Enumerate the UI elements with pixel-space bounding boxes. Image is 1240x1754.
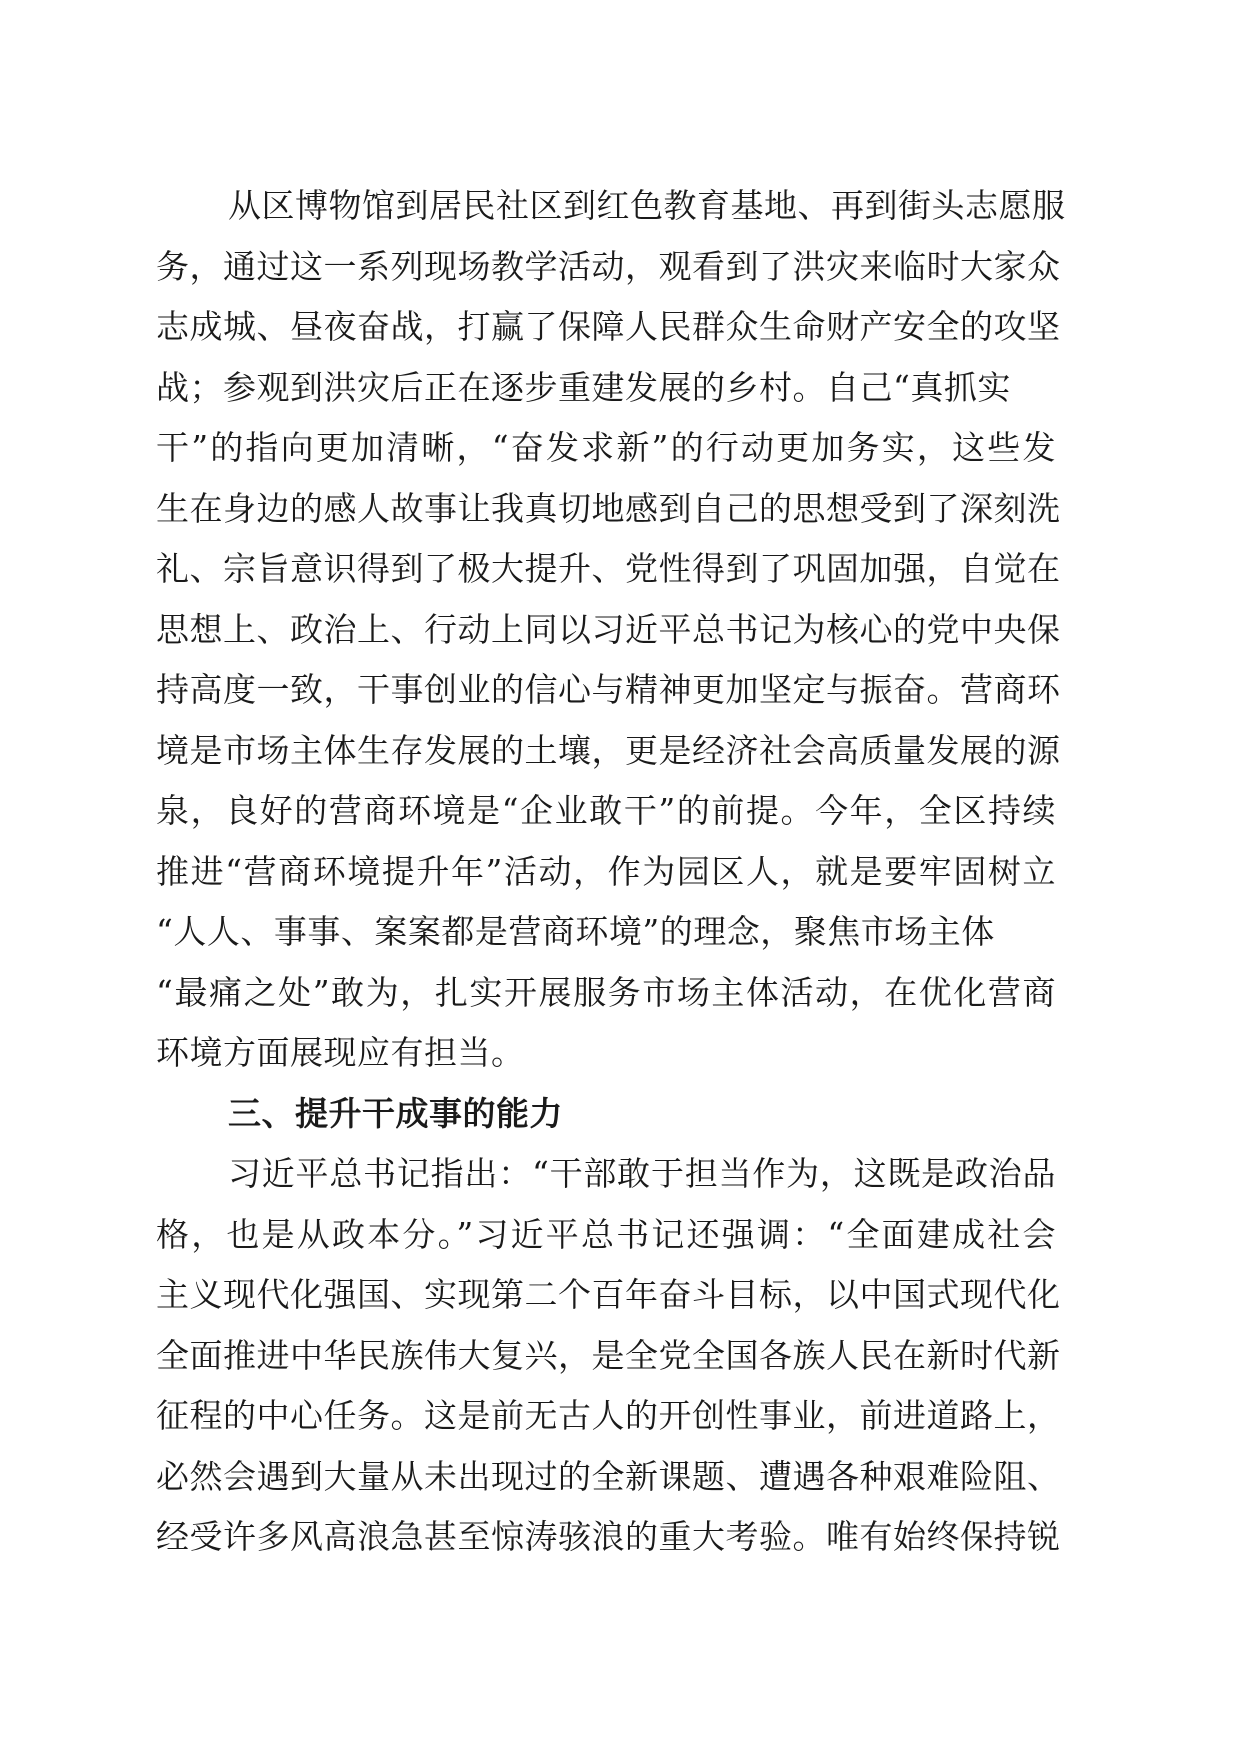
text-line: 经受许多风高浪急甚至惊涛骇浪的重大考验。唯有始终保持锐 bbox=[156, 1517, 1061, 1556]
document-page bbox=[156, 176, 1066, 1568]
text-line: 主义现代化强国、实现第二个百年奋斗目标，以中国式现代化 bbox=[156, 1275, 1061, 1314]
text-line: 全面推进中华民族伟大复兴，是全党全国各族人民在新时代新 bbox=[156, 1335, 1061, 1375]
text-line: 必然会遇到大量从未出现过的全新课题、遭遇各种艰难险阻、 bbox=[156, 1456, 1061, 1496]
text-line: 习近平总书记指出：“干部敢于担当作为，这既是政治品 bbox=[228, 1154, 1056, 1193]
text-line: 干”的指向更加清晰，“奋发求新”的行动更加务实，这些发 bbox=[156, 428, 1056, 467]
text-line: 持高度一致，干事创业的信心与精神更加坚定与振奋。营商环 bbox=[156, 670, 1061, 709]
paragraph-1 bbox=[156, 176, 1066, 1084]
text-line: 礼、宗旨意识得到了极大提升、党性得到了巩固加强，自觉在 bbox=[156, 549, 1061, 588]
text-line: “人人、事事、案案都是营商环境”的理念，聚焦市场主体 bbox=[156, 912, 995, 951]
text-line: 格，也是从政本分。”习近平总书记还强调：“全面建成社会 bbox=[156, 1214, 1056, 1254]
text-line: “最痛之处”敢为，扎实开展服务市场主体活动，在优化营商 bbox=[156, 972, 1056, 1012]
text-line: 思想上、政治上、行动上同以习近平总书记为核心的党中央保 bbox=[156, 609, 1061, 649]
text-line: 从区博物馆到居民社区到红色教育基地、再到街头志愿服 bbox=[228, 186, 1066, 225]
section-heading: 三、提升干成事的能力 bbox=[228, 1093, 563, 1133]
text-line: 推进“营商环境提升年”活动，作为园区人，就是要牢固树立 bbox=[156, 851, 1056, 891]
text-line: 境是市场主体生存发展的土壤，更是经济社会高质量发展的源 bbox=[156, 730, 1061, 770]
text-line: 泉，良好的营商环境是“企业敢干”的前提。今年，全区持续 bbox=[156, 791, 1056, 830]
text-line: 生在身边的感人故事让我真切地感到自己的思想受到了深刻洗 bbox=[156, 488, 1061, 528]
text-line: 战；参观到洪灾后正在逐步重建发展的乡村。自己“真抓实 bbox=[156, 367, 1011, 407]
text-line: 征程的中心任务。这是前无古人的开创性事业，前进道路上， bbox=[156, 1396, 1061, 1435]
paragraph-2 bbox=[156, 1144, 1061, 1568]
text-line: 环境方面展现应有担当。 bbox=[156, 1033, 525, 1072]
text-line: 务，通过这一系列现场教学活动，观看到了洪灾来临时大家众 bbox=[156, 246, 1061, 286]
text-line: 志成城、昼夜奋战，打赢了保障人民群众生命财产安全的攻坚 bbox=[156, 307, 1061, 346]
